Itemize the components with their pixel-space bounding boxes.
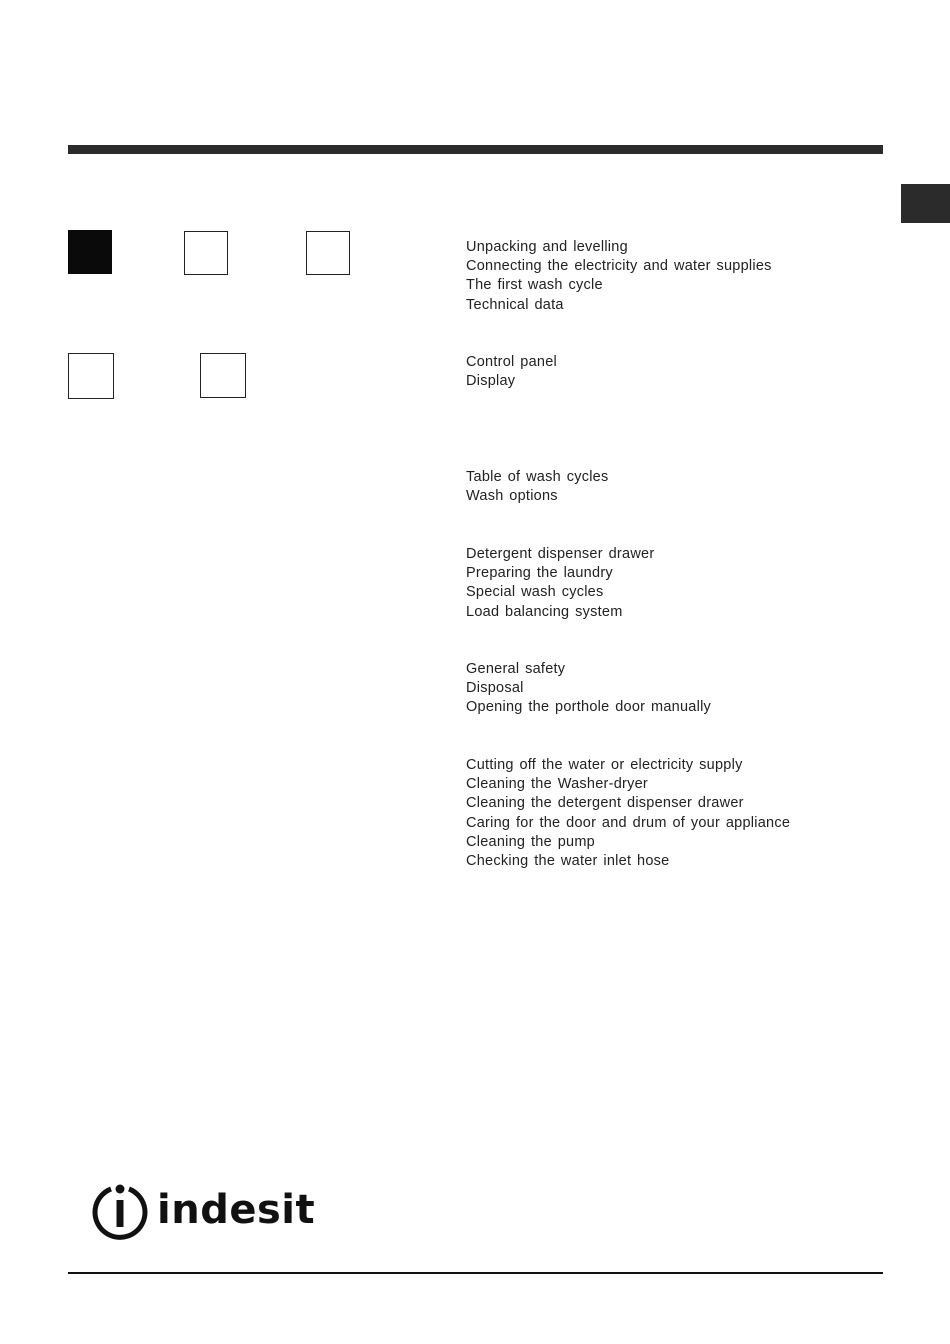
toc-item: Cleaning the detergent dispenser drawer [466, 795, 744, 812]
toc-item: Preparing the laundry [466, 565, 613, 582]
toc-item: Disposal [466, 680, 524, 697]
toc-item: Technical data [466, 296, 564, 313]
filled-square-icon [68, 230, 112, 274]
indesit-i-logo-icon [89, 1180, 151, 1240]
toc-item: Cutting off the water or electricity supply [466, 757, 743, 773]
toc-item: Special wash cycles [466, 584, 604, 601]
toc-group-installation [466, 238, 772, 315]
toc-item: Cleaning the pump [466, 833, 595, 850]
empty-square-icon [306, 231, 350, 275]
toc-group-precautions [466, 660, 711, 718]
toc-item: Load balancing system [466, 603, 623, 620]
toc-group-maintenance [466, 756, 790, 871]
toc-item: Detergent dispenser drawer [466, 546, 655, 562]
toc-group-description [466, 353, 557, 391]
toc-item: Table of wash cycles [466, 469, 609, 485]
toc-item: General safety [466, 661, 566, 677]
toc-group-wash-cycles [466, 468, 608, 506]
toc-item: Cleaning the Washer-dryer [466, 776, 648, 793]
indesit-logo [89, 1180, 315, 1240]
toc-item: Unpacking and levelling [466, 239, 628, 255]
toc-item: Control panel [466, 354, 557, 370]
toc-item: Caring for the door and drum of your appliance [466, 814, 791, 831]
toc-item: Opening the porthole door manually [466, 699, 712, 716]
empty-square-icon [68, 353, 114, 399]
brand-wordmark: indesit [157, 1187, 316, 1233]
toc-group-detergents [466, 545, 654, 622]
toc-item: Checking the water inlet hose [466, 853, 670, 870]
toc-item: Wash options [466, 488, 558, 505]
footer-rule [68, 1272, 883, 1274]
top-header-rule [68, 145, 883, 154]
toc-item: Display [466, 373, 516, 390]
toc-item: The first wash cycle [466, 277, 603, 294]
empty-square-icon [184, 231, 228, 275]
language-side-tab [901, 184, 950, 223]
toc-item: Connecting the electricity and water supplies [466, 258, 772, 275]
empty-square-icon [200, 353, 246, 398]
